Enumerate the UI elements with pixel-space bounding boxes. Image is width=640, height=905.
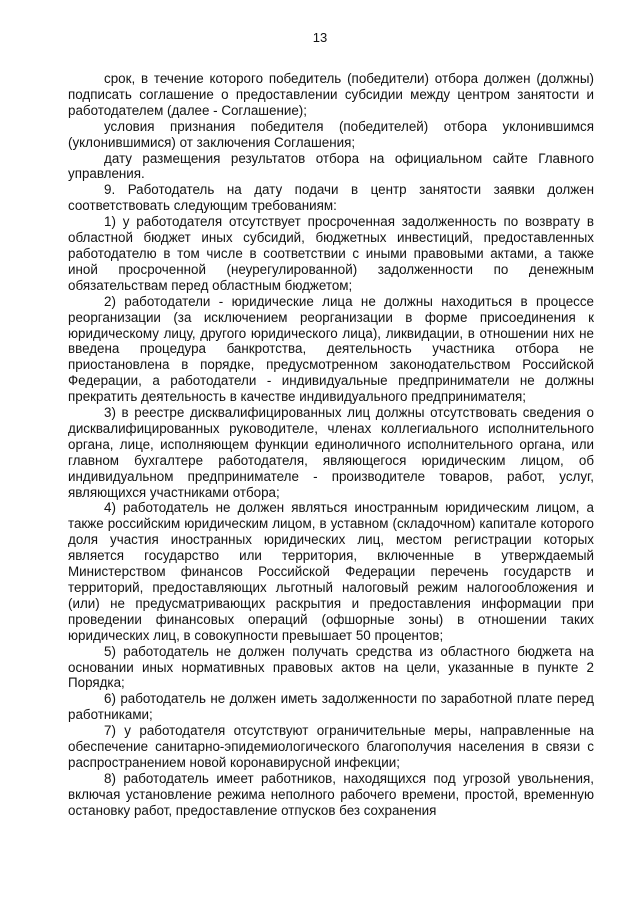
document-body	[68, 71, 594, 819]
paragraph-requirement-4: 4) работодатель не должен являться иностранным юридическим лицом, а также российским юридическим лицом, в уставном (складочном) капитале которого доля участия иностранных юридических лиц, местом регистрации которых является государство или территория, включенные в утверждаемый Министерством финансов Российской Федерации перечень государств и территорий, предоставляющих льготный налоговый режим налогообложения и (или) не предусматривающих раскрытия и предоставления информации при проведении финансовых операций (офшорные зоны) в отношении таких юридических лиц, в совокупности превышает 50 процентов;	[68, 500, 594, 643]
paragraph-item-9: 9. Работодатель на дату подачи в центр занятости заявки должен соответствовать следующим требованиям:	[68, 182, 594, 214]
paragraph-selection-terms: срок, в течение которого победитель (победители) отбора должен (должны) подписать соглашение о предоставлении субсидии между центром занятости и работодателем (далее - Соглашение);	[68, 71, 594, 118]
paragraph-requirement-8: 8) работодатель имеет работников, находящихся под угрозой увольнения, включая установление режима неполного рабочего времени, простой, временную остановку работ, предоставление отпусков без сохранения	[68, 770, 594, 818]
page-number: 13	[312, 30, 328, 45]
paragraph-results-date: дату размещения результатов отбора на официальном сайте Главного управления.	[68, 150, 594, 182]
paragraph-requirement-2: 2) работодатели - юридические лица не должны находиться в процессе реорганизации (за исключением реорганизации в форме присоединения к юридическому лицу, другого юридического лица), ликвидации, в отношении них не введена процедура банкротства, деятельность участника отбора не приостановлена в порядке, предусмотренном законодательством Российской Федерации, а работодатели - индивидуальные предприниматели не должны прекратить деятельность в качестве индивидуального предпринимателя;	[68, 293, 594, 405]
paragraph-requirement-3: 3) в реестре дисквалифицированных лиц должны отсутствовать сведения о дисквалифицированных руководителе, членах коллегиального исполнительного органа, лице, исполняющем функции единоличного исполнительного органа, или главном бухгалтере работодателя, являющегося юридическим лицом, об индивидуальном предпринимателе - производителе товаров, работ, услуг, являющихся участниками отбора;	[68, 405, 594, 500]
paragraph-evasion-conditions: условия признания победителя (победителей) отбора уклонившимся (уклонившимися) от заключения Соглашения;	[68, 118, 594, 150]
paragraph-requirement-1: 1) у работодателя отсутствует просроченная задолженность по возврату в областной бюджет иных субсидий, бюджетных инвестиций, предоставленных работодателю в том числе в соответствии с иными правовыми актами, а также иной просроченной (неурегулированной) задолженности по денежным обязательствам перед областным бюджетом;	[68, 214, 594, 293]
paragraph-requirement-5: 5) работодатель не должен получать средства из областного бюджета на основании иных нормативных правовых актов на цели, указанные в пункте 2 Порядка;	[68, 643, 594, 691]
paragraph-requirement-7: 7) у работодателя отсутствуют ограничительные меры, направленные на обеспечение санитарно-эпидемиологического благополучия населения в связи с распространением новой коронавирусной инфекции;	[68, 723, 594, 770]
paragraph-requirement-6: 6) работодатель не должен иметь задолженности по заработной плате перед работниками;	[68, 691, 594, 723]
